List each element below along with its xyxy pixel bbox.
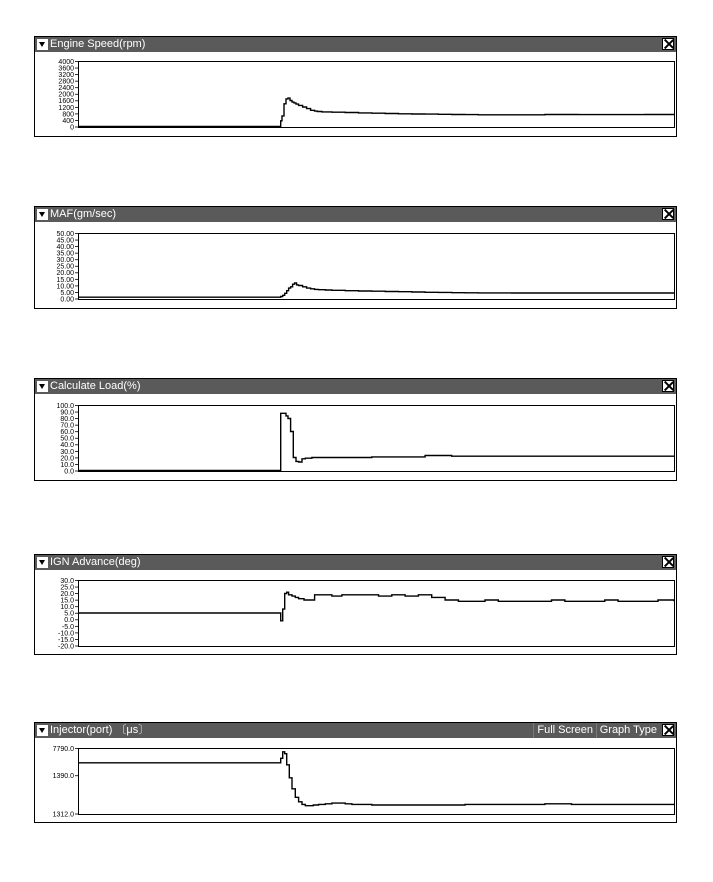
series-line <box>79 413 674 470</box>
series-line <box>79 752 674 806</box>
plot-frame <box>79 406 675 472</box>
graph-type-button[interactable]: Graph Type <box>596 723 660 738</box>
y-tick-label: 7790.0 <box>52 745 74 753</box>
close-x-icon[interactable] <box>662 556 674 568</box>
y-tick-label: 0 <box>70 124 74 132</box>
panel-titlebar <box>35 207 676 222</box>
y-tick-label: 25.00 <box>56 263 74 271</box>
y-tick-label: 3600 <box>58 65 74 73</box>
panel-titlebar <box>35 723 676 738</box>
y-tick-label: 50.0 <box>60 435 74 443</box>
y-tick-label: 25.0 <box>60 584 74 592</box>
panel-titlebar <box>35 555 676 570</box>
y-tick-label: 2400 <box>58 85 74 93</box>
y-tick-label: 0.00 <box>60 296 74 304</box>
chart-panel-injector <box>34 722 677 823</box>
chart-title: Injector(port) 〔μs〕 <box>50 724 150 736</box>
y-tick-label: 1390.0 <box>52 773 74 781</box>
plot-frame <box>79 62 675 128</box>
y-tick-label: 10.00 <box>56 283 74 291</box>
close-x-icon[interactable] <box>662 38 674 50</box>
close-x-icon[interactable] <box>662 380 674 392</box>
y-tick-label: 15.0 <box>60 597 74 605</box>
y-tick-label: 15.00 <box>56 276 74 284</box>
chart-panel-ign-advance <box>34 554 677 655</box>
y-tick-label: -5.0 <box>61 623 74 631</box>
y-tick-label: 0.0 <box>64 617 74 625</box>
y-tick-label: 30.0 <box>60 448 74 456</box>
chart-panel-engine-speed <box>34 36 677 137</box>
chart-title: Engine Speed(rpm) <box>50 38 146 50</box>
y-tick-label: 2000 <box>58 91 74 99</box>
chart-panel-maf <box>34 206 677 309</box>
chart-ign-advance <box>35 570 676 654</box>
y-tick-label: 10.0 <box>60 604 74 612</box>
panel-titlebar <box>35 379 676 394</box>
y-tick-label: 1312.0 <box>52 811 74 819</box>
y-tick-label: 30.0 <box>60 577 74 585</box>
triangle-down-icon[interactable] <box>37 209 48 220</box>
y-tick-label: 400 <box>62 117 74 125</box>
close-x-icon[interactable] <box>662 724 674 736</box>
y-tick-label: 2800 <box>58 78 74 86</box>
y-tick-label: 20.00 <box>56 270 74 278</box>
y-tick-label: 30.00 <box>56 257 74 265</box>
y-tick-label: 20.0 <box>60 591 74 598</box>
triangle-down-icon[interactable] <box>37 557 48 568</box>
y-tick-label: 1600 <box>58 98 74 106</box>
y-tick-label: 0.0 <box>64 468 74 476</box>
y-tick-label: 800 <box>62 111 74 119</box>
y-tick-label: 60.0 <box>60 429 74 437</box>
y-tick-label: 4000 <box>58 58 74 66</box>
chart-panel-calculate-load <box>34 378 677 481</box>
y-tick-label: 50.00 <box>56 230 74 238</box>
triangle-down-icon[interactable] <box>37 725 48 736</box>
y-tick-label: 20.0 <box>60 455 74 463</box>
triangle-down-icon[interactable] <box>37 381 48 392</box>
y-tick-label: 70.0 <box>60 422 74 430</box>
y-tick-label: 1200 <box>58 104 74 112</box>
y-tick-label: 45.00 <box>56 237 74 245</box>
series-line <box>79 592 674 621</box>
panel-titlebar <box>35 37 676 52</box>
chart-calculate-load <box>35 394 676 480</box>
y-tick-label: -20.0 <box>58 643 74 651</box>
y-tick-label: 40.00 <box>56 244 74 251</box>
chart-maf <box>35 222 676 308</box>
full-screen-button[interactable]: Full Screen <box>533 723 596 738</box>
y-tick-label: 100.0 <box>56 402 74 410</box>
series-line <box>79 98 674 126</box>
chart-title: MAF(gm/sec) <box>50 208 116 220</box>
close-x-icon[interactable] <box>662 208 674 220</box>
triangle-down-icon[interactable] <box>37 39 48 50</box>
series-line <box>79 283 674 297</box>
y-tick-label: 40.0 <box>60 442 74 450</box>
y-tick-label: 90.0 <box>60 409 74 417</box>
y-tick-label: 80.0 <box>60 416 74 423</box>
chart-title: IGN Advance(deg) <box>50 556 141 568</box>
y-tick-label: 10.0 <box>60 461 74 469</box>
y-tick-label: 5.0 <box>64 610 74 618</box>
chart-engine-speed <box>35 52 676 136</box>
y-tick-label: -10.0 <box>58 630 74 638</box>
chart-injector <box>35 738 676 822</box>
plot-frame <box>79 234 675 300</box>
y-tick-label: -15.0 <box>58 636 74 644</box>
chart-title: Calculate Load(%) <box>50 380 141 392</box>
y-tick-label: 5.00 <box>60 289 74 297</box>
y-tick-label: 3200 <box>58 72 74 79</box>
y-tick-label: 35.00 <box>56 250 74 258</box>
